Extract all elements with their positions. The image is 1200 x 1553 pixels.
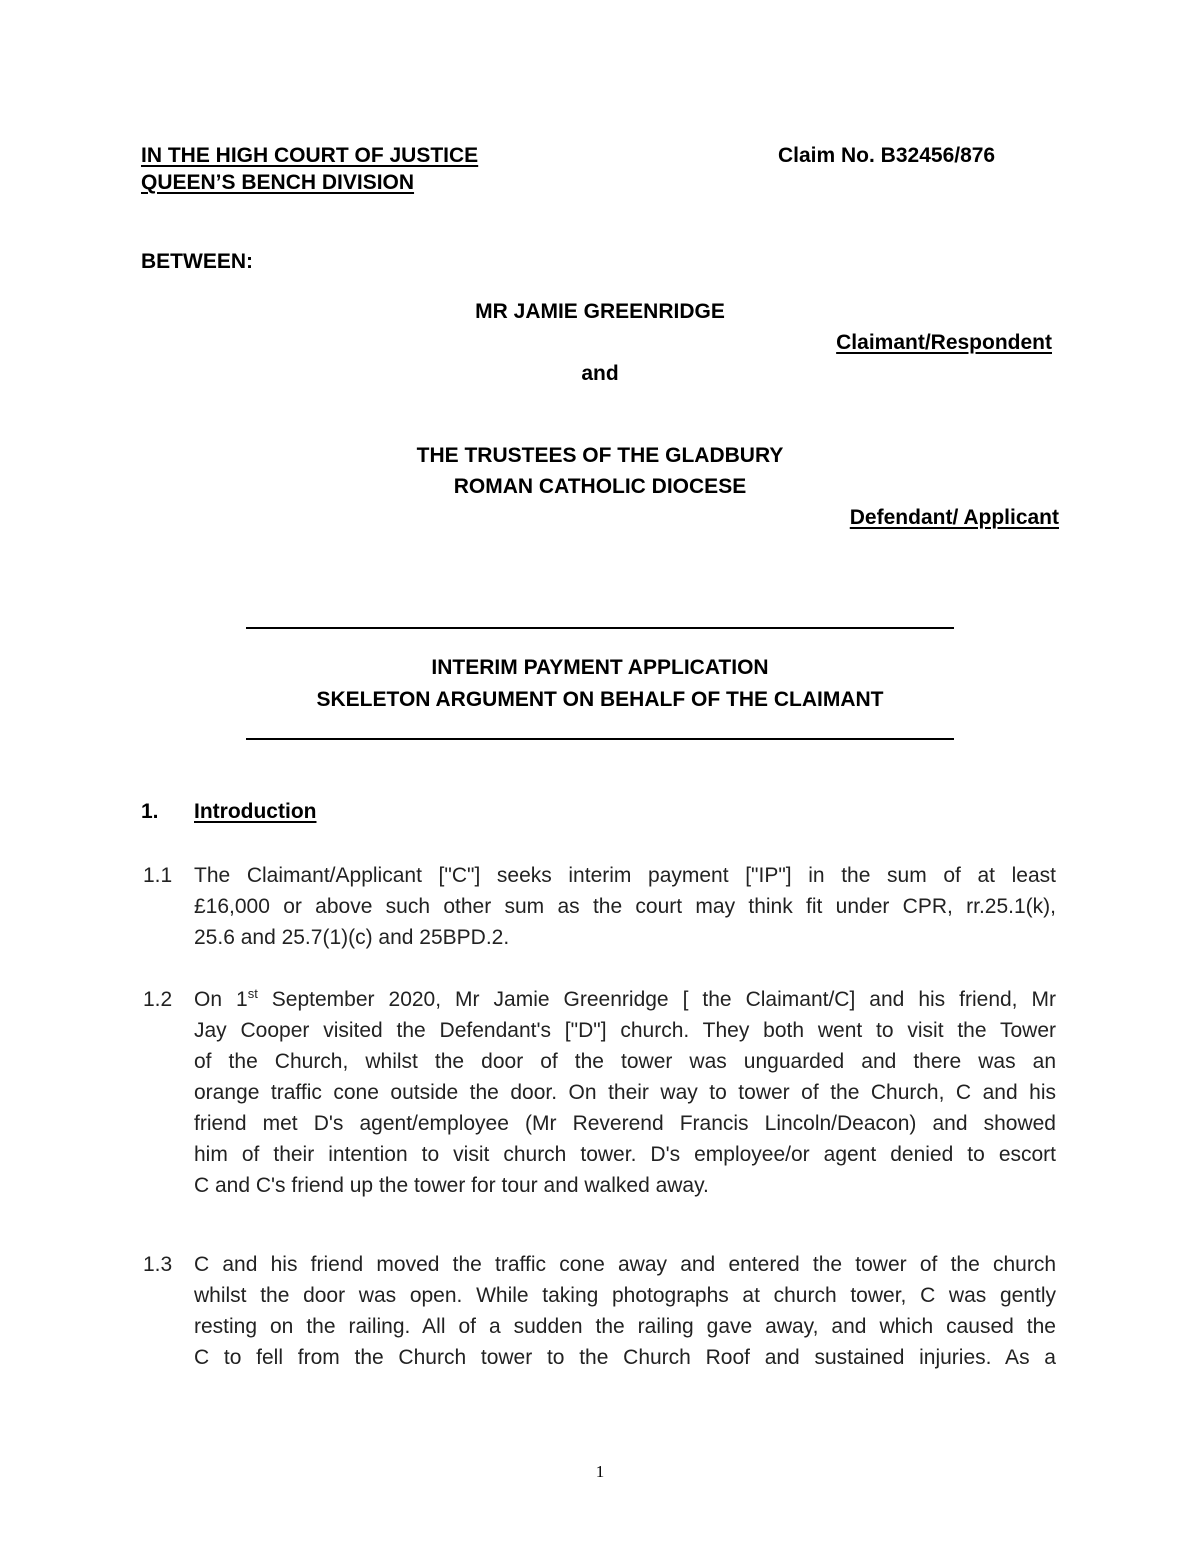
paragraph-number: 1.2 [143, 988, 173, 1011]
paragraph-1-1 [194, 860, 1056, 953]
defendant-name-line2: ROMAN CATHOLIC DIOCESE [453, 475, 747, 498]
paragraph-text: On 1 [194, 988, 248, 1011]
paragraph-line: of the Church, whilst the door of the tower was unguarded and there was an [194, 1050, 1056, 1073]
section-number: 1. [141, 800, 159, 823]
title-rule-bottom [246, 738, 954, 740]
title-rule-top [246, 627, 954, 629]
paragraph-line: friend met D's agent/employee (Mr Reverend Francis Lincoln/Deacon) and showed [194, 1112, 1056, 1135]
paragraph-line: £16,000 or above such other sum as the court may think fit under CPR, rr.25.1(k), [194, 895, 1056, 918]
claimant-name: MR JAMIE GREENRIDGE [475, 300, 725, 323]
between-label: BETWEEN: [141, 250, 253, 273]
court-name: IN THE HIGH COURT OF JUSTICE [141, 144, 479, 167]
paragraph-line: orange traffic cone outside the door. On their way to tower of the Church, C and his [194, 1081, 1056, 1104]
page-number: 1 [595, 1462, 605, 1481]
paragraph-line: C and C's friend up the tower for tour and walked away. [194, 1174, 709, 1197]
ordinal-superscript: st [247, 986, 258, 1001]
paragraph-line: him of their intention to visit church tower. D's employee/or agent denied to escort [194, 1143, 1056, 1166]
paragraph-line: 25.6 and 25.7(1)(c) and 25BPD.2. [194, 926, 510, 949]
defendant-role: Defendant/ Applicant [849, 506, 1059, 529]
paragraph-line: C and his friend moved the traffic cone away and entered the tower of the church [194, 1253, 1056, 1276]
paragraph-1-2 [194, 984, 1056, 1201]
paragraph-number: 1.3 [143, 1253, 173, 1276]
paragraph-line [194, 984, 1056, 1015]
paragraph-line: resting on the railing. All of a sudden the railing gave away, and which caused the [194, 1315, 1056, 1338]
defendant-name-line1: THE TRUSTEES OF THE GLADBURY [416, 444, 784, 467]
paragraph-line: C to fell from the Church tower to the Church Roof and sustained injuries. As a [194, 1346, 1056, 1369]
document-title-line2: SKELETON ARGUMENT ON BEHALF OF THE CLAIMANT [316, 688, 884, 711]
and-label: and [581, 362, 619, 385]
document-title-line1: INTERIM PAYMENT APPLICATION [431, 656, 769, 679]
claimant-role: Claimant/Respondent [836, 331, 1052, 354]
paragraph-number: 1.1 [143, 864, 173, 887]
paragraph-line: whilst the door was open. While taking photographs at church tower, C was gently [194, 1284, 1056, 1307]
paragraph-line: The Claimant/Applicant ["C"] seeks interim payment ["IP"] in the sum of at least [194, 864, 1056, 887]
paragraph-text: September 2020, Mr Jamie Greenridge [ the Claimant/C] and his friend, Mr [257, 988, 1056, 1011]
paragraph-1-3 [194, 1249, 1056, 1373]
claim-number: Claim No. B32456/876 [778, 144, 996, 167]
paragraph-line: Jay Cooper visited the Defendant's ["D"] church. They both went to visit the Tower [194, 1019, 1056, 1042]
division-name: QUEEN’S BENCH DIVISION [141, 171, 415, 194]
section-heading: Introduction [194, 800, 317, 823]
